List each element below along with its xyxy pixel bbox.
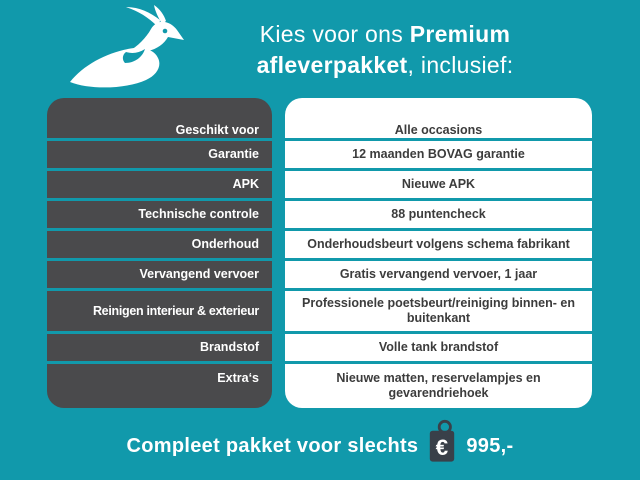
row-value: Nieuwe APK — [285, 171, 592, 198]
row-value: 88 puntencheck — [285, 201, 592, 228]
package-table — [47, 98, 592, 408]
bird-eye — [163, 29, 168, 34]
row-value: Alle occasions — [285, 98, 592, 138]
row-label: APK — [47, 171, 272, 198]
title-line-2: afleverpakket, inclusief: — [256, 52, 514, 78]
title-line-1: Kies voor ons Premium — [259, 21, 511, 47]
row-label: Vervangend vervoer — [47, 261, 272, 288]
row-label: Technische controle — [47, 201, 272, 228]
row-label: Extra‘s — [47, 364, 272, 408]
row-label: Reinigen interieur & exterieur — [47, 291, 272, 331]
page-title — [205, 19, 565, 81]
euro-sign: € — [435, 435, 449, 461]
price-amount: 995,- — [466, 434, 514, 457]
row-value: Nieuwe matten, reservelampjes en gevarendriehoek — [285, 364, 592, 408]
row-value: Gratis vervangend vervoer, 1 jaar — [285, 261, 592, 288]
lapwing-bird-logo-icon — [58, 4, 190, 96]
row-label: Onderhoud — [47, 231, 272, 258]
price-tag-icon — [427, 418, 457, 464]
row-value: Volle tank brandstof — [285, 334, 592, 361]
row-label: Garantie — [47, 141, 272, 168]
row-label: Brandstof — [47, 334, 272, 361]
price-line — [0, 421, 640, 471]
row-label: Geschikt voor — [47, 98, 272, 138]
row-value: Onderhoudsbeurt volgens schema fabrikant — [285, 231, 592, 258]
price-text: Compleet pakket voor slechts — [126, 434, 419, 457]
row-value: Professionele poetsbeurt/reiniging binnen- en buitenkant — [285, 291, 592, 331]
row-value: 12 maanden BOVAG garantie — [285, 141, 592, 168]
